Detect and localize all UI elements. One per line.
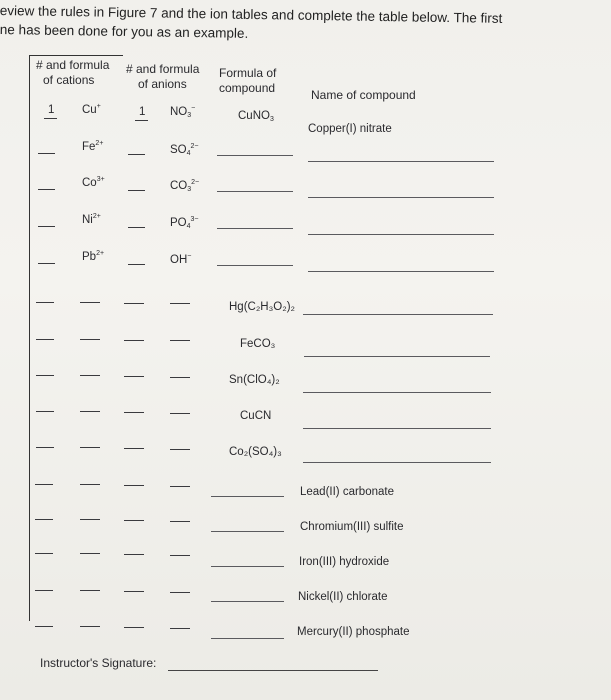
example-cation-count: 1 bbox=[48, 104, 55, 116]
compound-formula: Hg(C₂H₃O₂)₂ bbox=[229, 301, 295, 313]
cation-formula: $Co^{3+}$ bbox=[82, 176, 105, 189]
example-compound-formula: CuNO$_3$ bbox=[238, 110, 274, 123]
cation-count-blank bbox=[36, 375, 54, 376]
cation-count-blank bbox=[38, 189, 55, 190]
compound-name-blank[interactable] bbox=[304, 356, 490, 357]
compound-formula: CuCN bbox=[240, 410, 272, 422]
anion-count-blank bbox=[124, 340, 144, 341]
cation-count-blank bbox=[38, 226, 55, 227]
anion-formula: $CO_3^{2-}$ bbox=[170, 179, 200, 193]
compound-name-blank[interactable] bbox=[308, 234, 494, 235]
cation-formula-blank bbox=[80, 626, 100, 627]
cation-count-blank bbox=[36, 411, 54, 412]
cation-formula: $Pb^{2+}$ bbox=[82, 250, 105, 263]
compound-name-blank[interactable] bbox=[308, 271, 494, 272]
anion-count-blank bbox=[124, 303, 144, 304]
cation-count-blank bbox=[38, 263, 55, 264]
anion-count-blank bbox=[124, 485, 144, 486]
anion-count-blank bbox=[124, 554, 144, 555]
cation-formula: $Ni^{2+}$ bbox=[82, 213, 101, 226]
anion-formula: OH− bbox=[170, 253, 192, 266]
cation-formula-blank bbox=[80, 339, 100, 340]
anion-count-blank bbox=[128, 227, 145, 228]
anion-count-blank bbox=[124, 627, 144, 628]
compound-formula-blank[interactable] bbox=[217, 155, 293, 156]
anion-count-blank bbox=[128, 264, 145, 265]
compound-formula: Sn(ClO₄)₂ bbox=[229, 374, 280, 386]
compound-formula: Co₂(SO₄)₃ bbox=[229, 446, 282, 458]
example-anion-count-line bbox=[135, 120, 148, 121]
anion-count-blank bbox=[128, 154, 145, 155]
header-compound-line-1: Formula of bbox=[219, 66, 277, 80]
compound-formula-blank[interactable] bbox=[217, 265, 293, 266]
instructions-line-2: ne has been done for you as an example. bbox=[0, 21, 249, 41]
cation-formula-blank bbox=[80, 519, 100, 520]
cation-formula-blank bbox=[80, 484, 100, 485]
cation-formula: $Fe^{2+}$ bbox=[82, 140, 104, 153]
compound-name-blank[interactable] bbox=[303, 462, 491, 463]
anion-formula-blank bbox=[170, 486, 190, 487]
header-cations-line-2: of cations bbox=[43, 73, 95, 87]
compound-formula: FeCO₃ bbox=[240, 338, 276, 350]
anion-count-blank bbox=[124, 376, 144, 377]
compound-name-blank[interactable] bbox=[303, 392, 491, 393]
anion-formula-blank bbox=[170, 377, 190, 378]
cation-formula-blank bbox=[80, 447, 100, 448]
cation-count-blank bbox=[36, 302, 54, 303]
example-anion-formula: $NO_3^-$ bbox=[170, 105, 196, 119]
cation-formula-blank bbox=[80, 375, 100, 376]
compound-name: Mercury(II) phosphate bbox=[297, 626, 410, 638]
compound-name: Lead(II) carbonate bbox=[300, 486, 394, 498]
compound-formula-blank[interactable] bbox=[211, 531, 284, 532]
cation-count-blank bbox=[38, 153, 55, 154]
cation-count-blank bbox=[36, 339, 54, 340]
cation-count-blank bbox=[36, 447, 54, 448]
anion-formula-blank bbox=[170, 628, 190, 629]
anion-formula-blank bbox=[170, 521, 190, 522]
signature-line[interactable] bbox=[168, 670, 378, 671]
cation-count-blank bbox=[35, 484, 53, 485]
signature-label: Instructor's Signature: bbox=[40, 656, 157, 670]
compound-name-blank[interactable] bbox=[303, 314, 493, 315]
cation-count-blank bbox=[35, 553, 53, 554]
anion-count-blank bbox=[128, 190, 145, 191]
compound-formula-blank[interactable] bbox=[211, 601, 284, 602]
compound-formula-blank[interactable] bbox=[211, 638, 284, 639]
compound-formula-blank[interactable] bbox=[217, 191, 293, 192]
compound-formula-blank[interactable] bbox=[211, 496, 284, 497]
header-compound-name: Name of compound bbox=[311, 88, 416, 102]
cation-count-blank bbox=[35, 626, 53, 627]
instructions-line-1: eview the rules in Figure 7 and the ion tables and complete the table below. The first bbox=[0, 2, 503, 26]
header-anions-line-1: # and formula bbox=[126, 62, 200, 76]
anion-formula-blank bbox=[170, 303, 190, 304]
anion-formula: $SO_4^{2-}$ bbox=[170, 143, 199, 157]
compound-formula-blank[interactable] bbox=[217, 228, 293, 229]
cation-formula-blank bbox=[80, 590, 100, 591]
compound-name: Nickel(II) chlorate bbox=[298, 591, 388, 603]
cation-formula-blank bbox=[80, 411, 100, 412]
compound-formula-blank[interactable] bbox=[211, 566, 284, 567]
header-cations-line-1: # and formula bbox=[36, 58, 110, 72]
cation-count-blank bbox=[35, 590, 53, 591]
compound-name-blank[interactable] bbox=[303, 428, 491, 429]
anion-count-blank bbox=[124, 412, 144, 413]
compound-name-blank[interactable] bbox=[308, 161, 494, 162]
example-anion-count: 1 bbox=[139, 106, 146, 118]
anion-formula: $PO_4^{3-}$ bbox=[170, 216, 199, 230]
header-compound-line-2: compound bbox=[219, 81, 276, 95]
anion-count-blank bbox=[124, 520, 144, 521]
cation-formula-blank bbox=[80, 553, 100, 554]
anion-formula-blank bbox=[170, 413, 190, 414]
cation-count-blank bbox=[35, 519, 53, 520]
anion-formula-blank bbox=[170, 592, 190, 593]
example-compound-name: Copper(I) nitrate bbox=[308, 123, 392, 135]
anion-count-blank bbox=[124, 448, 144, 449]
cation-formula-blank bbox=[80, 302, 100, 303]
cation-column-border bbox=[29, 55, 123, 621]
header-anions-line-2: of anions bbox=[138, 77, 187, 91]
anion-count-blank bbox=[124, 591, 144, 592]
compound-name: Iron(III) hydroxide bbox=[299, 556, 390, 568]
compound-name-blank[interactable] bbox=[308, 197, 494, 198]
compound-name: Chromium(III) sulfite bbox=[300, 521, 404, 533]
anion-formula-blank bbox=[170, 449, 190, 450]
anion-formula-blank bbox=[170, 340, 190, 341]
anion-formula-blank bbox=[170, 555, 190, 556]
example-cation-formula: Cu+ bbox=[82, 103, 101, 116]
example-cation-count-line bbox=[44, 118, 57, 119]
